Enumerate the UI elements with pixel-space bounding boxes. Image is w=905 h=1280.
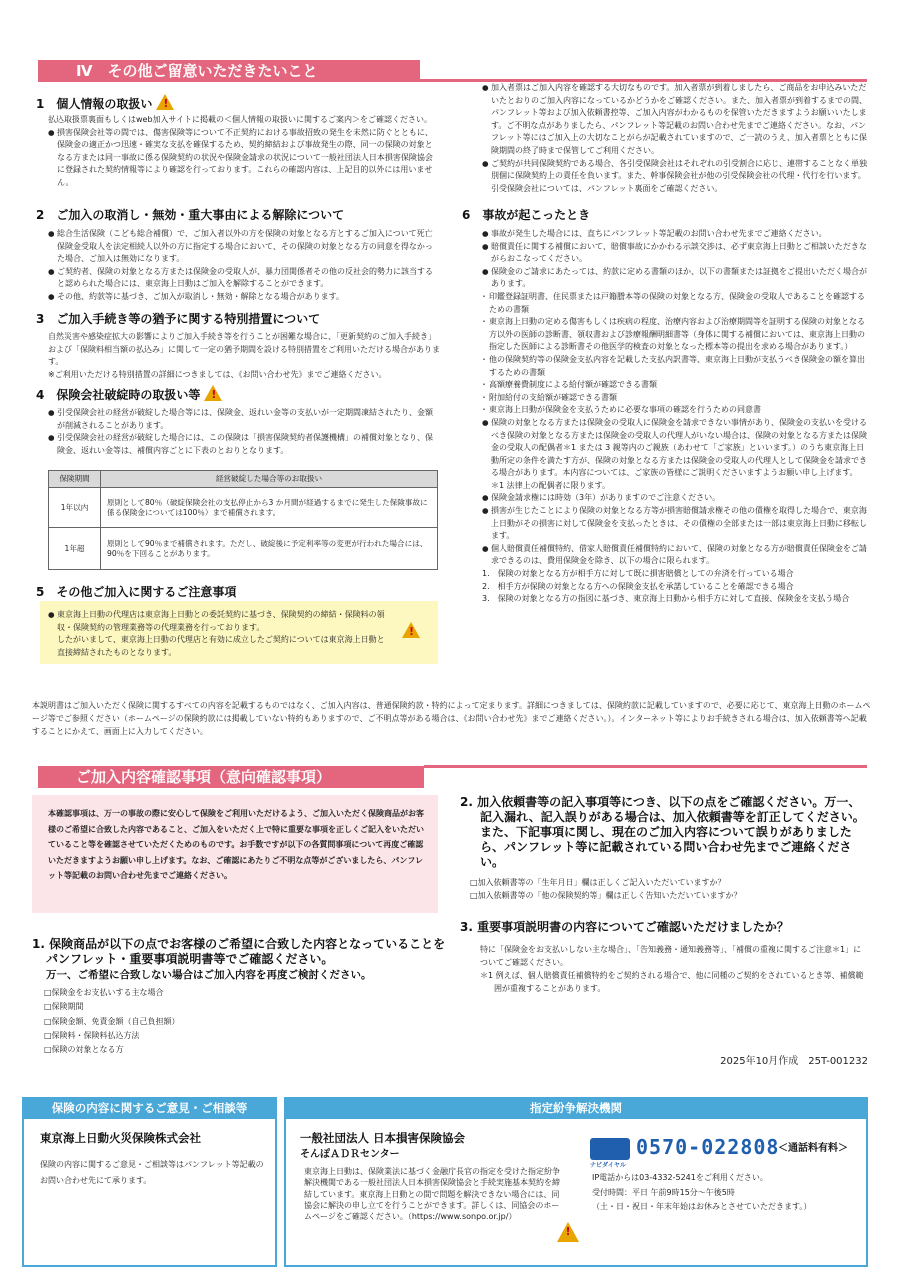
question-3-text: 特に「保険金をお支払いしない主な場合」、「告知義務・通知義務等」、「補償の重複に関するご注意＊1」についてご確認ください。 bbox=[480, 945, 862, 967]
s5-para: したがいまして、東京海上日動の代理店と有効に成立したご契約については東京海上日動と直接締結されたものとなります。 bbox=[57, 635, 385, 657]
s6-bullet: ● 損害が生じたことにより保険の対象となる方等が損害賠償請求権その他の債権を取得した場合で、東京海上日動がその損害に対して保険金を支払ったときは、その債権の全部または一部は東京海上日動に移転します。 bbox=[482, 505, 868, 543]
s6-bullet: ● 事故が発生した場合には、直ちにパンフレット等記載のお問い合わせ先までご連絡ください。 bbox=[482, 228, 868, 241]
s4-body bbox=[48, 407, 440, 457]
question-3: 3. 重要事項説明書の内容についてご確認いただけましたか？ bbox=[460, 920, 789, 934]
checkbox-item[interactable]: □保険金をお支払いする主な場合 bbox=[44, 988, 164, 997]
adr-center-name: そんぽＡＤＲセンター bbox=[300, 1149, 400, 1160]
warning-icon bbox=[204, 385, 222, 401]
s3-title: 3 ご加入手続き等の猶予に関する特別措置について bbox=[36, 312, 321, 326]
s4-title: 4 保険会社破綻時の取扱い等! bbox=[36, 385, 222, 404]
s3-para: 自然災害や感染症拡大の影響によりご加入手続き等を行うことが困難な場合に、「更新契約のご加入手続き」および「保険料相当額の払込み」に関して一定の猶予期間を設ける特別措置をご利用いただける場合があります。 bbox=[48, 332, 440, 367]
office-hours: 受付時間：平日 午前9時15分～午後5時 bbox=[592, 1188, 735, 1197]
table-cell: 原則として90％まで補償されます。ただし、破綻後に予定利率等の変更が行われた場合には、90％を下回ることがあります。 bbox=[101, 528, 438, 570]
company-name: 東京海上日動火災保険株式会社 bbox=[40, 1131, 201, 1145]
checkbox-item[interactable]: □保険の対象となる方 bbox=[44, 1045, 124, 1055]
s2-bullet-1: ● 総合生活保険（こども総合補償）で、ご加入者以外の方を保険の対象となる方とするご加入について死亡保険金受取人を法定相続人以外の方に指定する場合において、その保険の対象となる方の同意を得なかった場合、ご加入は無効になります。 bbox=[48, 228, 440, 266]
table-header-period: 保険期間 bbox=[49, 471, 101, 488]
navi-dial-label: ナビダイヤル bbox=[590, 1162, 626, 1169]
question-1-checklist bbox=[44, 986, 344, 1057]
document-date: 2025年10月作成 25T-001232 bbox=[720, 1056, 868, 1067]
s2-title: 2 ご加入の取消し・無効・重大事由による解除について bbox=[36, 208, 345, 222]
s6-case: 1. 保険の対象となる方が相手方に対して既に損害賠償としての弁済を行っている場合 bbox=[482, 569, 794, 579]
table-cell: 原則として80％（破綻保険会社の支払停止から3 か月間が経過するまでに発生した保険事故に係る保険金については100％）まで補償されます。 bbox=[101, 488, 438, 528]
s1-intro: 払込取扱票裏面もしくはweb加入サイトに掲載の＜個人情報の取扱いに関するご案内＞をご確認ください。 bbox=[48, 115, 432, 124]
warning-icon bbox=[402, 622, 420, 638]
s6-bullet: ● 保険の対象となる方または保険金の受取人に保険金を請求できない事情があり、保険金の支払いを受けるべき保険の対象となる方または保険金の受取人の代理人がいない場合は、保険の対象となる方または保険金の受取人の配偶者＊1 または 3 親等内のご親族（あわせて「ご家族」といいます。）のうち東京海上日動所定の条件を満たす方が、保険の対象となる方または保険金の受取人の代理人として保険金を請求できる場合があります。本内容については、ご家族の皆様にご説明くださいますようお願い申し上げます。 bbox=[482, 417, 868, 480]
disclaimer: 本説明書はご加入いただく保険に関するすべての内容を記載するものではなく、ご加入内容は、普通保険約款・特約によって定まります。詳細につきましては、保険約款に記載していますので、必要に応じて、東京海上日動のホームページ等でご参照ください（ホームページの保険約款には掲載していない特約もありますので、ご不明点等がある場合は、《お問い合わせ先》までご連絡ください。）。インターネット等によりお手続きされる場合は、加入依頼書等へ記載することにかえて、画面上に入力してください。 bbox=[32, 701, 871, 736]
navi-dial-logo bbox=[590, 1138, 630, 1169]
s3-note: ※ご利用いただける特別措置の詳細につきましては、《お問い合わせ先》までご連絡ください。 bbox=[48, 369, 387, 379]
s6-doc-item: ・ 高額療養費制度による給付額が確認できる書類 bbox=[482, 379, 868, 392]
s6-bullet: ● 個人賠償責任補償特約、借家人賠償責任補償特約において、保険の対象となる方が賠償責任保険金をご請求できるのは、費用保険金を除き、以下の場合に限られます。 bbox=[482, 543, 868, 568]
s2-body bbox=[48, 228, 440, 304]
table-cell: 1年超 bbox=[49, 528, 101, 570]
warning-icon bbox=[557, 1222, 579, 1242]
s2-bullet-2: ● ご契約者、保険の対象となる方または保険金の受取人が、暴力団関係者その他の反社会的勢力に該当すると認められた場合には、東京海上日動はご加入を解除することができます。 bbox=[48, 266, 440, 291]
bankruptcy-table bbox=[48, 470, 438, 570]
checkbox-item[interactable]: □保険金額、免責金額（自己負担額） bbox=[44, 1016, 180, 1026]
adr-text: 東京海上日動は、保険業法に基づく金融庁長官の指定を受けた指定紛争解決機関である一般社団法人日本損害保険協会と手続実施基本契約を締結しています。東京海上日動との間で問題を解決できない場合には、同協会に解決の申し立てを行うことができます。詳しくは、同協会のホームページをご確認ください。（https://www.sonpo.or.jp/） bbox=[304, 1167, 560, 1222]
question-1-sub: 万一、ご希望に合致しない場合はご加入内容を再度ご検討ください。 bbox=[46, 969, 372, 981]
confirm-intro: 本確認事項は、万一の事故の際に安心して保険をご利用いただけるよう、ご加入いただく保険商品がお客様のご希望に合致した内容であること、ご加入をいただく上で特に重要な事項を正しくご記入をいただいていること等を確認させていただくためのものです。お手数ですが以下の各質問事項について再度ご確認いただきますようお願い申し上げます。なお、ご確認にあたりご不明な点等がございましたら、パンフレット等記載のお問い合わせ先までご連絡ください。 bbox=[48, 809, 424, 880]
checkbox-item[interactable]: □保険料・保険料払込方法 bbox=[44, 1030, 140, 1040]
question-1: 1. 保険商品が以下の点でお客様のご希望に合致した内容となっていることをパンフレット・重要事項説明書等でご確認ください。 bbox=[32, 937, 446, 966]
s1-bullet: ● 損害保険会社等の間では、傷害保険等について不正契約における事故招致の発生を未然に防ぐとともに、保険金の適正かつ迅速・確実な支払を確保するため、契約締結および事故発生の際、同一の保険の対象となる方または同一事故に係る保険契約の状況や保険金請求の状況について一般社団法人日本損害保険協会に登録された契約情報等により確認を行っております。これらの確認内容は、上記目的以外には用いません。 bbox=[48, 127, 440, 190]
checkbox-item[interactable]: □加入依頼書等の「他の保険契約等」欄は正しく告知いただいていますか？ bbox=[470, 890, 742, 900]
s6-doc-item: ・ 東京海上日動が保険金を支払うために必要な事項の確認を行うための同意書 bbox=[482, 404, 868, 417]
checkbox-item[interactable]: □保険期間 bbox=[44, 1002, 84, 1012]
footer-left-heading: 保険の内容に関するご意見・ご相談等 bbox=[22, 1097, 277, 1119]
call-fee-note: ＜通話料有料＞ bbox=[778, 1143, 848, 1154]
warning-icon bbox=[156, 94, 174, 110]
question-3-note: ＊1 例えば、個人賠償責任補償特約をご契約される場合で、他に同種のご契約をされているとき等、補償範囲が重複することがあります。 bbox=[480, 971, 864, 993]
table-cell: 1年以内 bbox=[49, 488, 101, 528]
s6-case: 2. 相手方が保険の対象となる方への保険金支払を承諾していることを確認できる場合 bbox=[482, 581, 794, 591]
question-2-checklist bbox=[470, 877, 870, 902]
s6-doc-item: ・ 東京海上日動の定める傷害もしくは疾病の程度、治療内容および治療期間等を証明する保険の対象となる方以外の医師の診断書、領収書および診療報酬明細書等（身体に関する補償においては、東京海上日動の指定した医師による診断書その他医学的検査の対象となった標本等の提出を求める場合があります。） bbox=[482, 316, 868, 354]
adr-org-name: 一般社団法人 日本損害保険協会 bbox=[300, 1131, 466, 1145]
ip-phone-note: IP電話からは03-4332-5241をご利用ください。 bbox=[592, 1173, 768, 1182]
s6-body bbox=[482, 228, 868, 606]
question-2: 2. 加入依頼書等の記入事項等につき、以下の点をご確認ください。万一、記入漏れ、記入誤りがある場合は、加入依頼書等を訂正してください。また、下記事項に関し、現在のご加入内容について誤りがありましたら、パンフレット等に記載されている問い合わせ先までご連絡ください。 bbox=[460, 795, 865, 869]
footer-right-heading: 指定紛争解決機関 bbox=[284, 1097, 868, 1119]
s5-bullet: ● 東京海上日動の代理店は東京海上日動との委託契約に基づき、保険契約の締結・保険料の領収・保険契約の管理業務等の代理業務を行っております。 bbox=[48, 609, 388, 634]
s4-bullet-2: ● 引受保険会社の経営が破綻した場合には、この保険は「損害保険契約者保護機構」の補償対象となり、保険金、返れい金等は、補償内容ごとに下表のとおりとなります。 bbox=[48, 432, 440, 457]
s6-bullet: ● 保険金のご請求にあたっては、約款に定める書類のほか、以下の書類または証拠をご提出いただく場合があります。 bbox=[482, 266, 868, 291]
consult-text: 保険の内容に関するご意見・ご相談等はパンフレット等記載のお問い合わせ先にて承ります。 bbox=[40, 1160, 264, 1185]
s1-body bbox=[48, 114, 440, 190]
checkbox-item[interactable]: □加入依頼書等の「生年月日」欄は正しくご記入いただいていますか？ bbox=[470, 878, 726, 887]
s4-bullet-1: ● 引受保険会社の経営が破綻した場合等には、保険金、返れい金等の支払いが一定期間凍結されたり、金額が削減されることがあります。 bbox=[48, 407, 440, 432]
s1-title: 1 個人情報の取扱い! bbox=[36, 94, 174, 113]
confirm-rule bbox=[424, 765, 867, 768]
s6-bullet: ● 保険金請求権には時効（3年）がありますのでご注意ください。 bbox=[482, 492, 868, 505]
s6-doc-item: ・ 附加給付の支給額が確認できる書類 bbox=[482, 392, 868, 405]
right-bullet-2: ● ご契約が共同保険契約である場合、各引受保険会社はそれぞれの引受割合に応じ、連帯することなく単独別個に保険契約上の責任を負います。また、幹事保険会社が他の引受保険会社の代理・代行を行います。引受保険会社については、パンフレット裏面をご確認ください。 bbox=[482, 158, 868, 196]
s6-doc-item: ・ 他の保険契約等の保険金支払内容を記載した支払内訳書等、東京海上日動が支払うべき保険金の額を算出するための書類 bbox=[482, 354, 868, 379]
s6-case: 3. 保険の対象となる方の指図に基づき、東京海上日動から相手方に対して直接、保険金を支払う場合 bbox=[482, 594, 850, 604]
right-top-body bbox=[482, 82, 868, 195]
s6-bullet: ● 賠償責任に関する補償において、賠償事故にかかわる示談交渉は、必ず東京海上日動とご相談いただきながらおこなってください。 bbox=[482, 241, 868, 266]
s5-body bbox=[48, 609, 388, 659]
s5-title: 5 その他ご加入に関するご注意事項 bbox=[36, 585, 237, 599]
table-header-handling: 経営破綻した場合等のお取扱い bbox=[101, 471, 438, 488]
phone-number[interactable]: 0570-022808 bbox=[636, 1135, 780, 1159]
s2-bullet-3: ● その他、約款等に基づき、ご加入が取消し・無効・解除となる場合があります。 bbox=[48, 291, 440, 304]
holiday-note: （土・日・祝日・年末年始はお休みとさせていただきます。） bbox=[592, 1202, 812, 1211]
s6-footnote: ＊1 法律上の配偶者に限ります。 bbox=[491, 480, 610, 490]
s3-body bbox=[48, 331, 440, 381]
right-bullet-1: ● 加入者票はご加入内容を確認する大切なものです。加入者票が到着しましたら、ご商品をお申込みいただいたとおりのご加入内容になっているかどうかをご確認ください。また、加入者票が到着するまでの間、パンフレット等および加入依頼書控等、ご加入内容がわかるものを保管いただきますようお願いいたします。ご不明な点がありましたら、パンフレット等記載のお問い合わせ先までご連絡ください。なお、パンフレット等にはご加入上の大切なことがらが記載されていますので、ご一読のうえ、加入者票とともに保険期間の終了時まで保管してご利用ください。 bbox=[482, 82, 868, 158]
section-iv-heading: Ⅳ その他ご留意いただきたいこと bbox=[38, 60, 420, 82]
confirm-heading: ご加入内容確認事項（意向確認事項） bbox=[38, 766, 424, 788]
s6-title: 6 事故が起こったとき bbox=[462, 208, 591, 222]
s6-doc-item: ・ 印鑑登録証明書、住民票または戸籍謄本等の保険の対象となる方、保険金の受取人であることを確認するための書類 bbox=[482, 291, 868, 316]
